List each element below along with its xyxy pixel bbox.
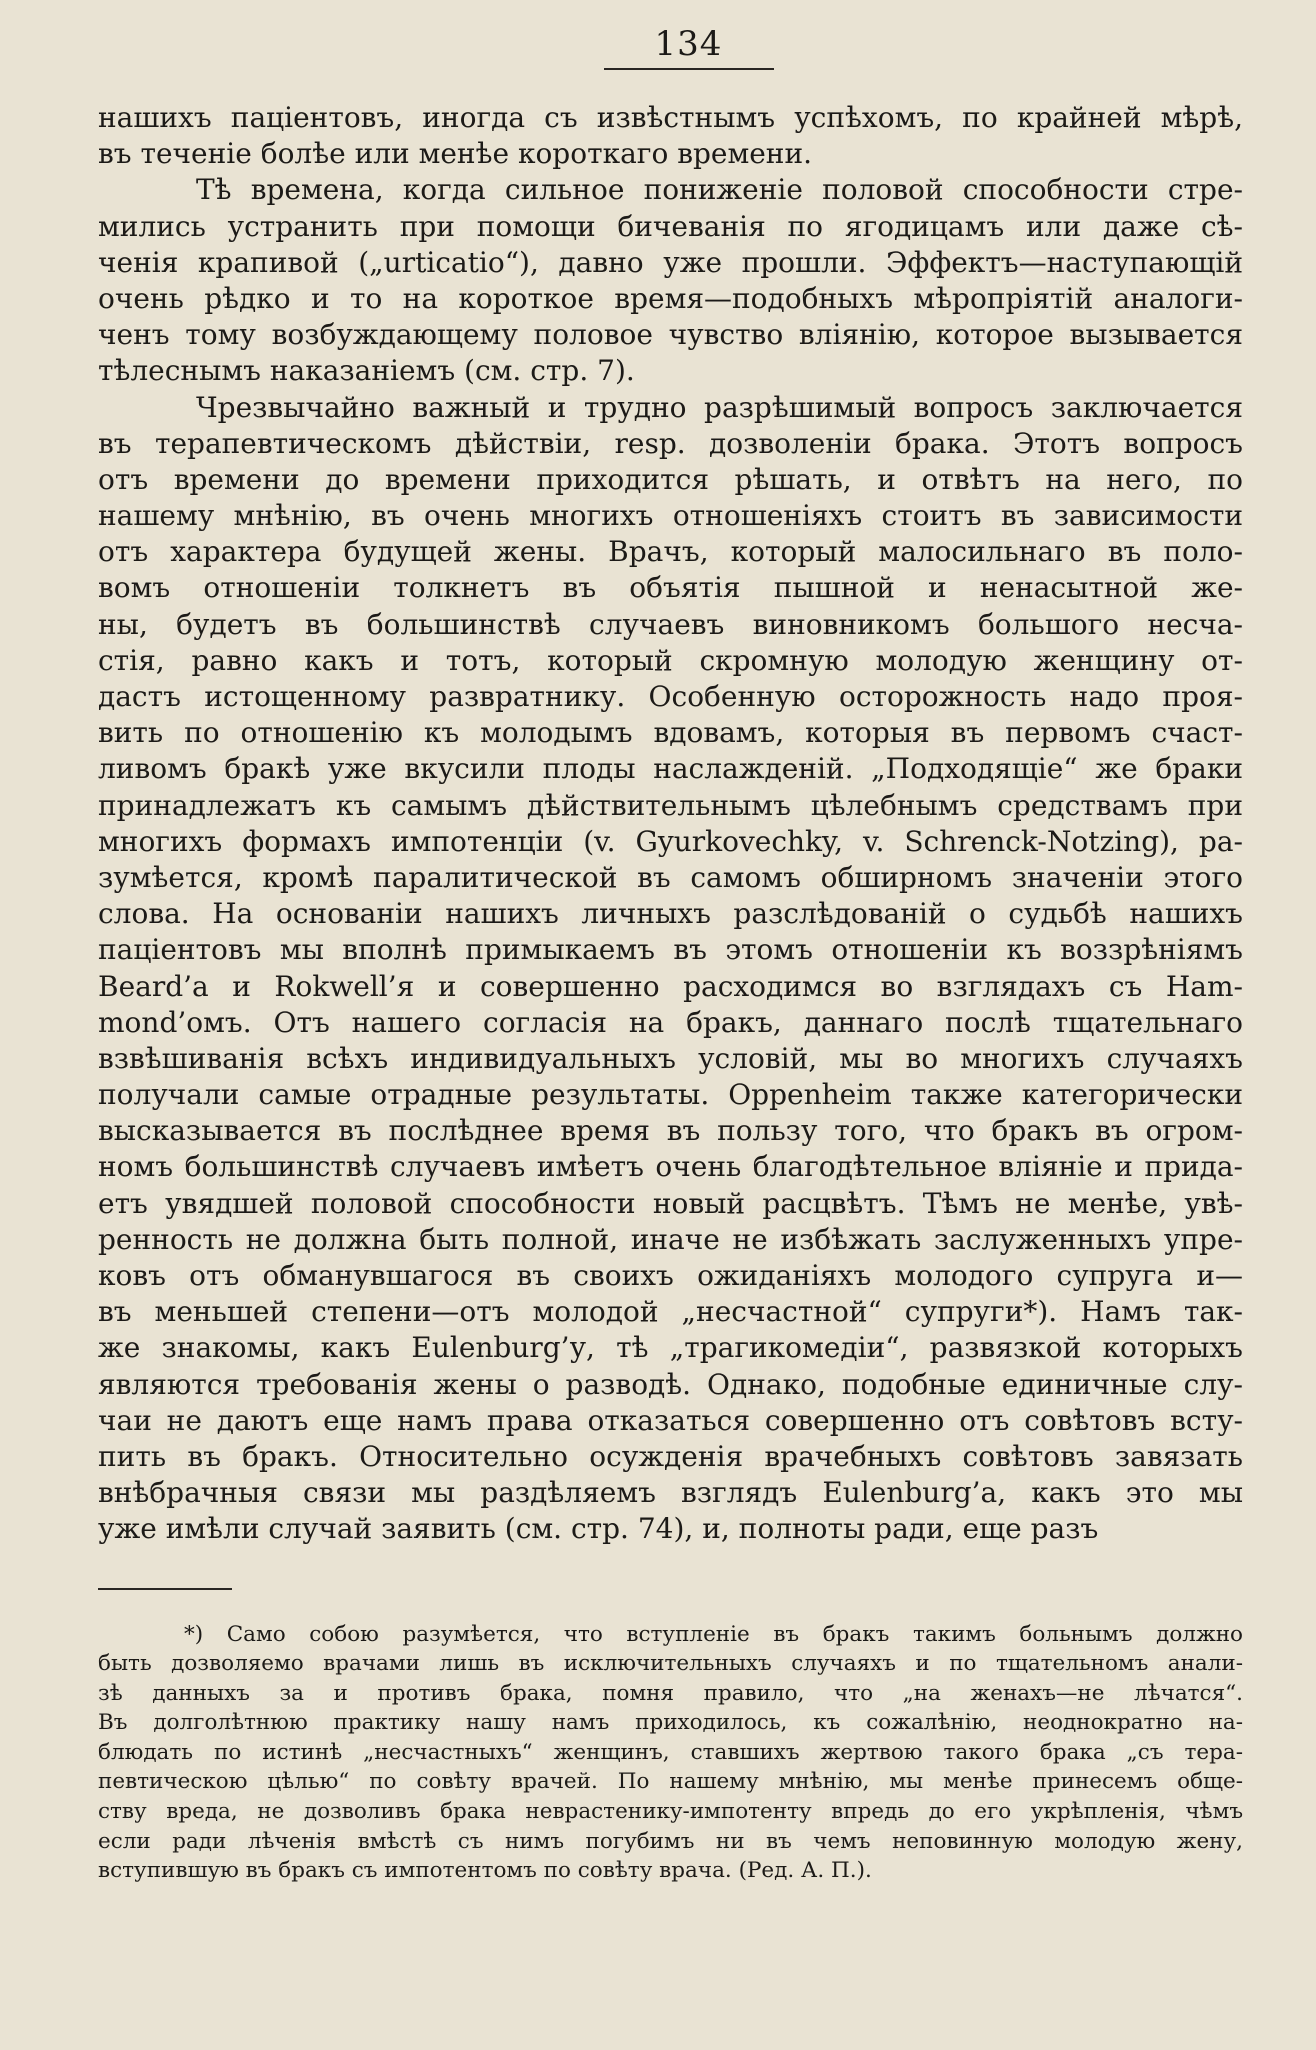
text-line: же знакомы, какъ Eulenburg’у, тѣ „трагикомедiи“, развязкой которыхъ [98, 1331, 1243, 1365]
footnote-line: ству вреда, не дозволивъ брака неврастенику-импотенту впредь до его укрѣпленiя, чѣмъ [98, 1799, 1243, 1825]
text-line: Чрезвычайно важный и трудно разрѣшимый вопросъ заключается [196, 390, 1243, 424]
footnote-line: *) Само собою разумѣется, что вступленiе въ бракъ такимъ больнымъ должно [184, 1621, 1243, 1647]
text-line: дастъ истощенному развратнику. Особенную осторожность надо проя- [98, 680, 1243, 713]
text-line: Beard’а и Rokwell’я и совершенно расходимся во взглядахъ съ Ham- [98, 969, 1243, 1003]
text-line: вомъ отношенiи толкнетъ въ объятiя пышной и ненасытной же- [98, 571, 1243, 605]
text-line: ливомъ бракѣ уже вкусили плоды наслажденiй. „Подходящiе“ же браки [98, 752, 1243, 786]
text-line: ренность не должна быть полной, иначе не избѣжать заслуженныхъ упре- [98, 1222, 1243, 1256]
text-line: многихъ формахъ импотенцiи (v. Gyurkovechky, v. Schrenck-Notzing), ра- [98, 824, 1243, 858]
text-line: пацiентовъ мы вполнѣ примыкаемъ въ этомъ отношенiи къ воззрѣнiямъ [98, 933, 1243, 967]
text-line: высказывается въ послѣднее время въ пользу того, что бракъ въ огром- [98, 1114, 1243, 1148]
text-line: ченiя крапивой („urticatio“), давно уже прошли. Эффектъ—наступающiй [98, 245, 1243, 279]
text-line: отъ характера будущей жены. Врачъ, который малосильнаго въ поло- [98, 535, 1243, 569]
footnote-rule [98, 1588, 232, 1590]
footnote-line: певтическою цѣлью“ по совѣту врачей. По нашему мнѣнiю, мы менѣе принесемъ обще- [98, 1769, 1243, 1795]
text-line: тѣлеснымъ наказанiемъ (см. стр. 7). [98, 354, 635, 388]
text-line: нашихъ пацiентовъ, иногда съ извѣстнымъ успѣхомъ, по крайней мѣрѣ, [98, 101, 1243, 134]
text-line: отъ времени до времени приходится рѣшать, и отвѣтъ на него, по [98, 462, 1243, 496]
text-line: пить въ бракъ. Относительно осужденiя врачебныхъ совѣтовъ завязать [98, 1439, 1243, 1473]
text-line: мились устранить при помощи бичеванiя по ягодицамъ или даже сѣ- [98, 209, 1243, 243]
text-line: являются требованiя жены о разводѣ. Однако, подобные единичные слу- [98, 1367, 1243, 1401]
text-line: уже имѣли случай заявить (см. стр. 74), и, полноты ради, еще разъ [98, 1512, 1099, 1546]
text-line: взвѣшиванiя всѣхъ индивидуальныхъ условiй, мы во многихъ случаяхъ [98, 1041, 1243, 1075]
text-line: чаи не даютъ еще намъ права отказаться совершенно отъ совѣтовъ всту- [98, 1403, 1243, 1437]
text-line: ны, будетъ въ большинствѣ случаевъ виновникомъ большого несча- [98, 607, 1243, 641]
text-line: въ теченiе болѣе или менѣе короткаго времени. [98, 137, 813, 171]
footnote-line: быть дозволяемо врачами лишь въ исключительныхъ случаяхъ и по тщательномъ анали- [98, 1651, 1243, 1677]
text-line: ковъ отъ обманувшагося въ своихъ ожиданiяхъ молодого супруга и— [98, 1259, 1243, 1292]
text-line: внѣбрачныя связи мы раздѣляемъ взглядъ Eulenburg’а, какъ это мы [98, 1476, 1243, 1510]
text-line: въ терапевтическомъ дѣйствiи, resp. дозволенiи брака. Этотъ вопросъ [98, 426, 1243, 460]
text-line: нашему мнѣнiю, въ очень многихъ отношенiяхъ стоитъ въ зависимости [98, 499, 1243, 533]
footnote-line: блюдать по истинѣ „несчастныхъ“ женщинъ, ставшихъ жертвою такого брака „съ тера- [98, 1739, 1243, 1765]
text-line: mond’омъ. Отъ нашего согласiя на бракъ, даннаго послѣ тщательнаго [98, 1005, 1243, 1039]
main-text [98, 100, 1243, 1548]
text-line: номъ большинствѣ случаевъ имѣетъ очень благодѣтельное влiянiе и прида- [98, 1150, 1243, 1184]
text-line: очень рѣдко и то на короткое время—подобныхъ мѣропрiятiй аналоги- [98, 281, 1243, 315]
text-line: принадлежатъ къ самымъ дѣйствительнымъ цѣлебнымъ средствамъ при [98, 788, 1243, 822]
text-line: етъ увядшей половой способности новый расцвѣтъ. Тѣмъ не менѣе, увѣ- [98, 1186, 1243, 1220]
text-line: вить по отношенiю къ молодымъ вдовамъ, которыя въ первомъ счаст- [98, 716, 1243, 750]
text-line: слова. На основанiи нашихъ личныхъ разслѣдованiй о судьбѣ нашихъ [98, 897, 1243, 931]
text-line: получали самые отрадные результаты. Oppenheim также категорически [98, 1078, 1243, 1112]
text-line: стiя, равно какъ и тотъ, который скромную молодую женщину от- [98, 643, 1243, 677]
footnote-line: если ради лѣченiя вмѣстѣ съ нимъ погубимъ ни въ чемъ неповинную молодую жену, [98, 1828, 1243, 1854]
footnote-line: вступившую въ бракъ съ импотентомъ по совѣту врача. (Ред. А. П.). [98, 1858, 872, 1884]
book-page [98, 22, 1243, 2032]
text-line: зумѣется, кромѣ паралитической въ самомъ обширномъ значенiи этого [98, 860, 1243, 894]
footnote-line: зѣ данныхъ за и противъ брака, помня правило, что „на женахъ—не лѣчатся“. [98, 1680, 1243, 1706]
footnote-line: Въ долголѣтнюю практику нашу намъ приходилось, къ сожалѣнiю, неоднократно на- [98, 1710, 1243, 1736]
header-rule [604, 68, 774, 70]
text-line: ченъ тому возбуждающему половое чувство влiянiю, которое вызывается [98, 318, 1243, 352]
page-number: 134 [654, 24, 723, 64]
text-line: въ меньшей степени—отъ молодой „несчастной“ супруги*). Намъ так- [98, 1295, 1243, 1329]
text-line: Тѣ времена, когда сильное пониженiе половой способности стре- [196, 173, 1243, 207]
footnote [98, 1620, 1243, 1886]
